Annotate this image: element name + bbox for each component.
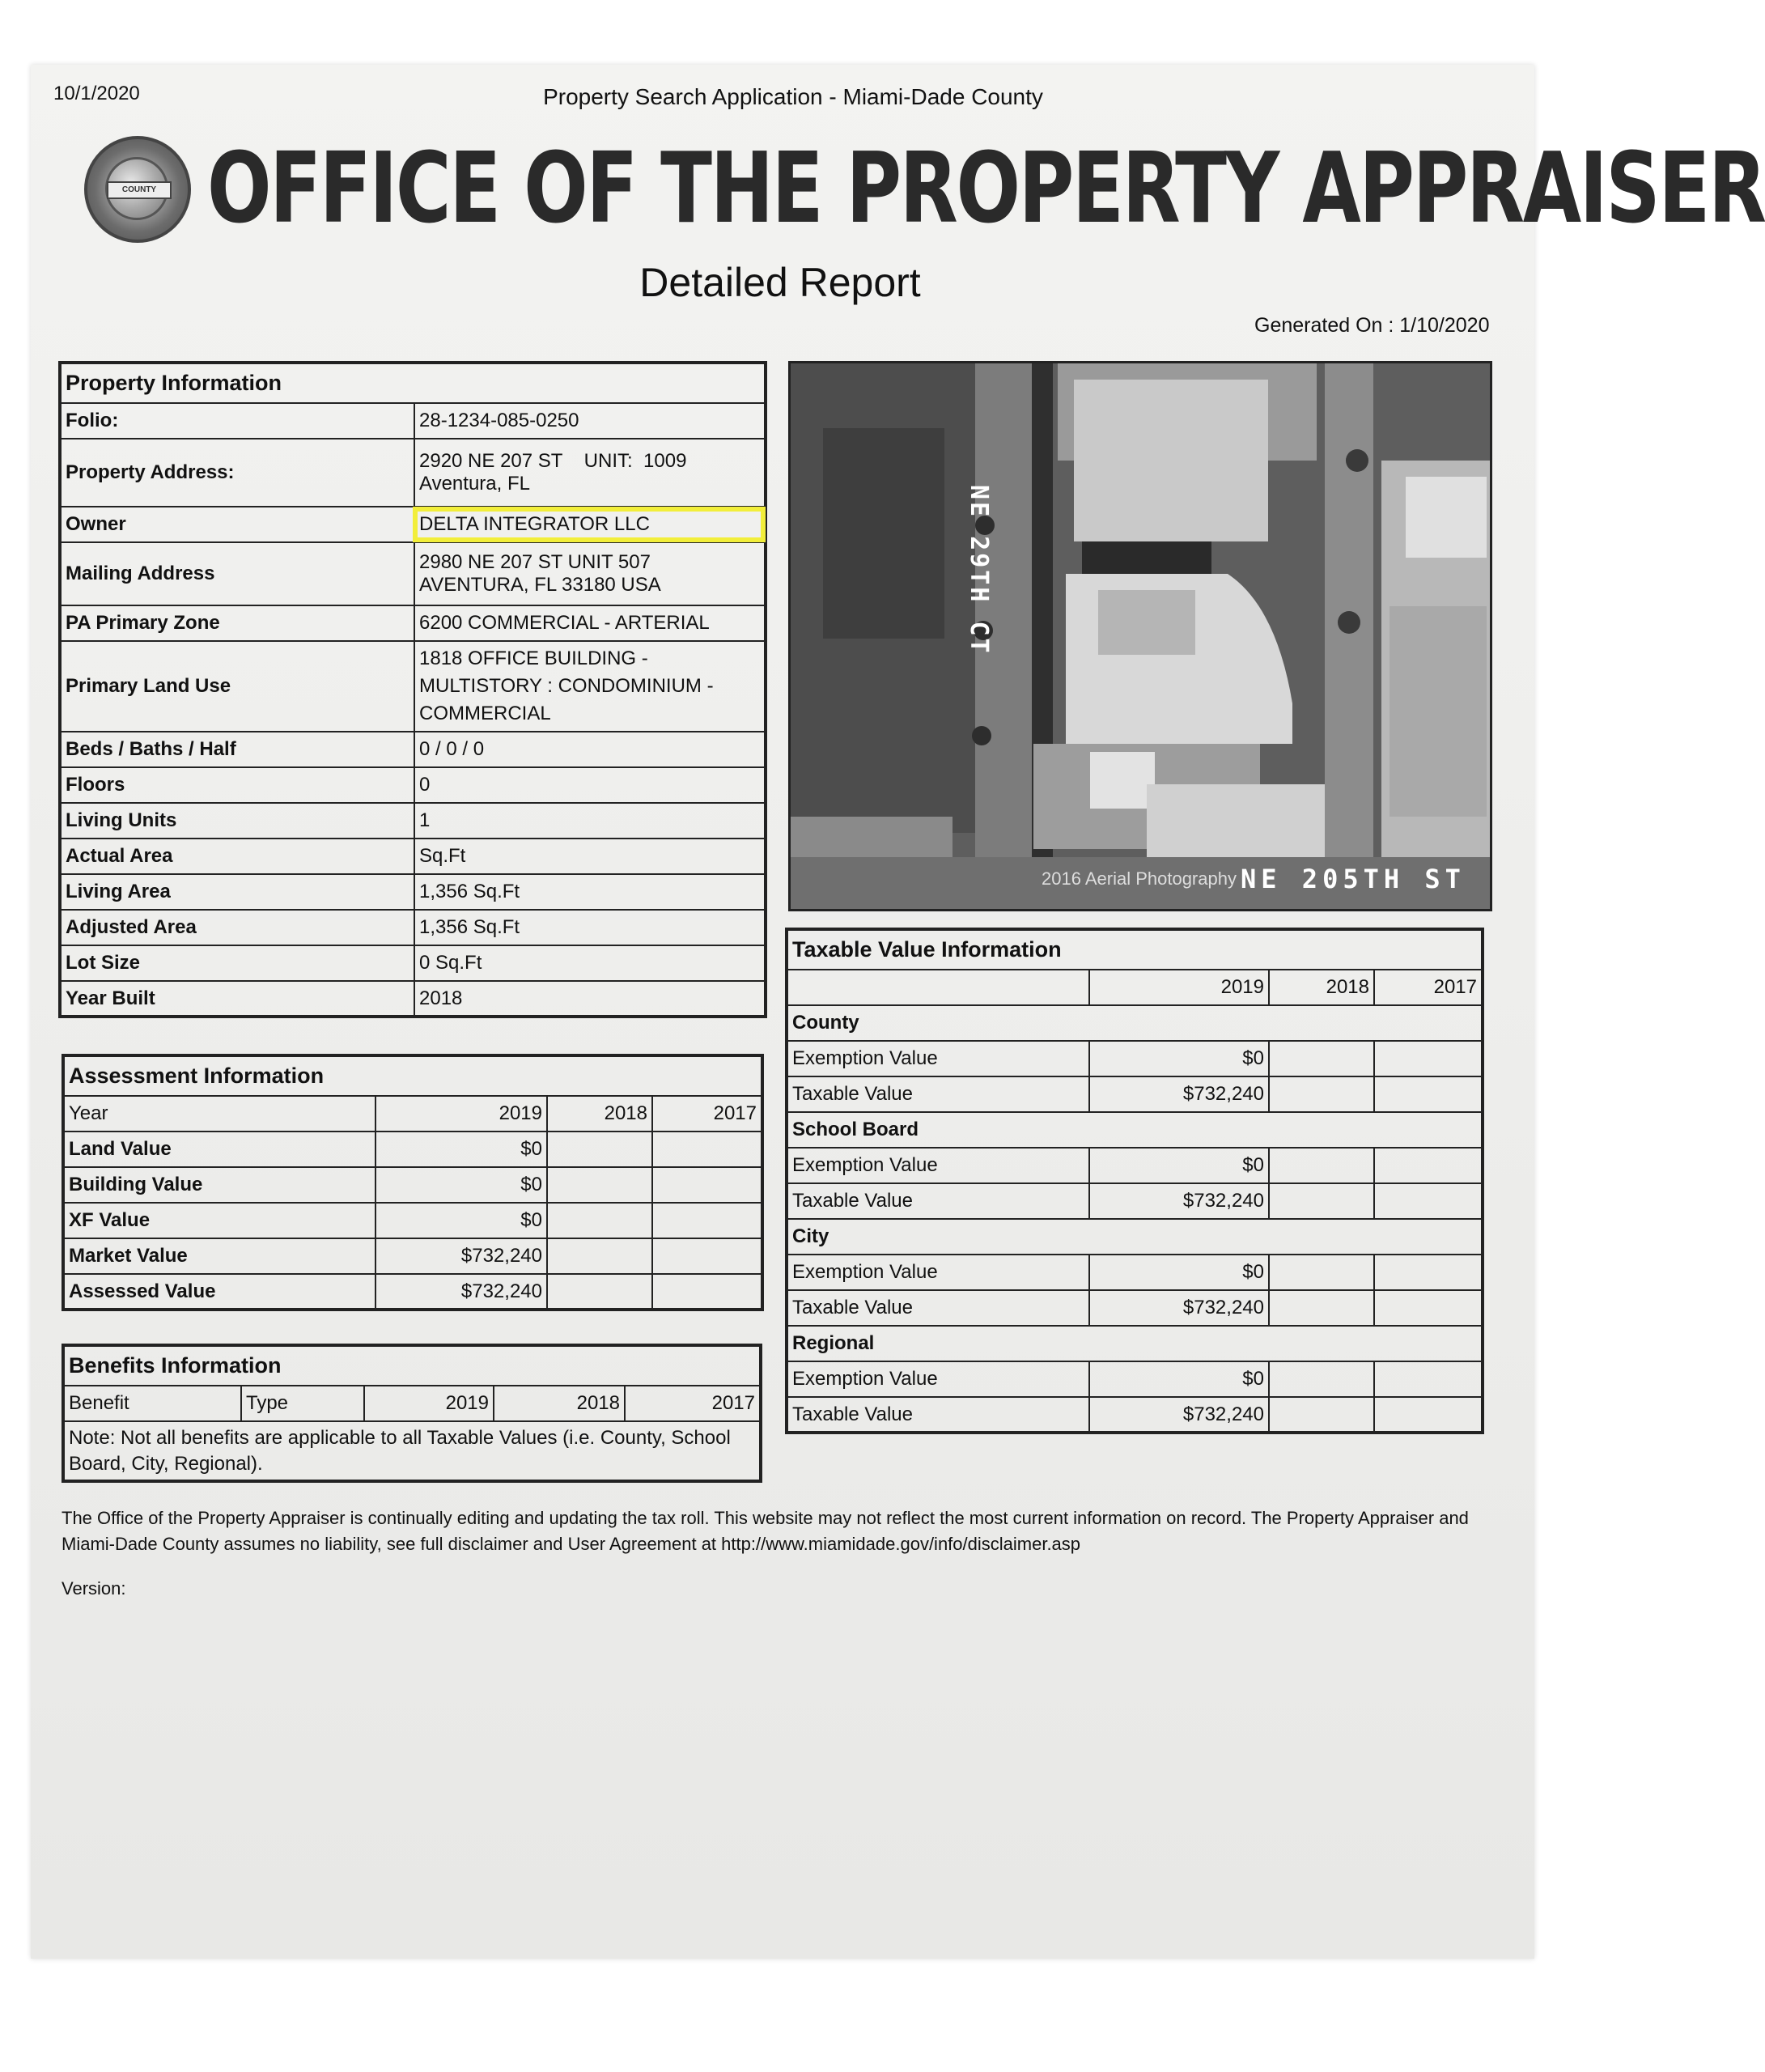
table-row: Assessed Value $732,240 [63,1274,762,1310]
table-row: Exemption Value $0 [787,1255,1483,1290]
table-row: Floors 0 [60,767,766,803]
benefits-information-table [62,1344,762,1483]
table-row: Lot Size 0 Sq.Ft [60,945,766,981]
office-title: OFFICE OF THE PROPERTY APPRAISER [207,133,1765,245]
property-information-table [58,361,767,1018]
assessment-information-table [62,1054,764,1311]
table-row: Adjusted Area 1,356 Sq.Ft [60,910,766,945]
table-row: PA Primary Zone 6200 COMMERCIAL - ARTERIAL [60,605,766,641]
table-row: Exemption Value $0 [787,1148,1483,1183]
table-row: Living Units 1 [60,803,766,839]
group-city: City [787,1219,1483,1255]
table-row: Market Value $732,240 [63,1238,762,1274]
table-row: Actual Area Sq.Ft [60,839,766,874]
owner-highlight: DELTA INTEGRATOR LLC [419,513,759,536]
table-row: Benefit Type 2019 2018 2017 [63,1386,761,1421]
table-row: Folio: 28-1234-085-0250 [60,403,766,439]
table-row: Exemption Value $0 [787,1361,1483,1397]
app-title: Property Search Application - Miami-Dade County [543,84,1043,109]
property-information-heading: Property Information [60,363,766,403]
table-row: Property Address: 2920 NE 207 ST UNIT: 1009 Aventura, FL [60,439,766,507]
group-school-board: School Board [787,1112,1483,1148]
table-row: Beds / Baths / Half 0 / 0 / 0 [60,732,766,767]
street-label-horizontal: NE 205TH ST [1241,864,1466,894]
print-date: 10/1/2020 [53,83,140,104]
disclaimer-text: The Office of the Property Appraiser is continually editing and updating the tax roll. This website may not reflect the most current information on record. The Property Appraiser and Miami-Dade County assumes no liability, see full disclaimer and User Agreement at http://www.miamidade.gov/info/disclaimer.asp [62,1508,1469,1554]
taxable-value-heading: Taxable Value Information [787,929,1483,970]
table-row: Taxable Value $732,240 [787,1290,1483,1326]
table-row: Primary Land Use 1818 OFFICE BUILDING - MULTISTORY : CONDOMINIUM - COMMERCIAL [60,641,766,732]
group-regional: Regional [787,1326,1483,1361]
table-row: Year 2019 2018 2017 [63,1096,762,1132]
report-title: Detailed Report [639,260,921,305]
street-label-vertical: NE 29TH CT [965,485,993,656]
aerial-photo-image [791,363,1490,909]
aerial-photo [788,361,1492,911]
group-county: County [787,1005,1483,1041]
table-row: Year Built 2018 [60,981,766,1017]
table-row: 2019 2018 2017 [787,970,1483,1005]
table-row: Taxable Value $732,240 [787,1397,1483,1433]
taxable-value-information-table [785,928,1484,1434]
benefits-information-heading: Benefits Information [63,1345,761,1386]
table-row: Mailing Address 2980 NE 207 ST UNIT 507 AVENTURA, FL 33180 USA [60,542,766,605]
table-row: Building Value $0 [63,1167,762,1203]
aerial-caption: 2016 Aerial Photography [1042,868,1237,889]
benefits-note: Note: Not all benefits are applicable to all Taxable Values (i.e. County, School Board, City, Regional). [63,1421,761,1481]
table-row: Exemption Value $0 [787,1041,1483,1076]
table-row: Taxable Value $732,240 [787,1076,1483,1112]
generated-on: Generated On : 1/10/2020 [1254,314,1490,337]
table-row: Owner DELTA INTEGRATOR LLC [60,507,766,542]
table-row: Taxable Value $732,240 [787,1183,1483,1219]
version-label: Version: [62,1578,126,1599]
table-row: XF Value $0 [63,1203,762,1238]
county-seal-icon: COUNTY [84,136,191,243]
table-row: Land Value $0 [63,1132,762,1167]
table-row: Living Area 1,356 Sq.Ft [60,874,766,910]
assessment-information-heading: Assessment Information [63,1055,762,1096]
